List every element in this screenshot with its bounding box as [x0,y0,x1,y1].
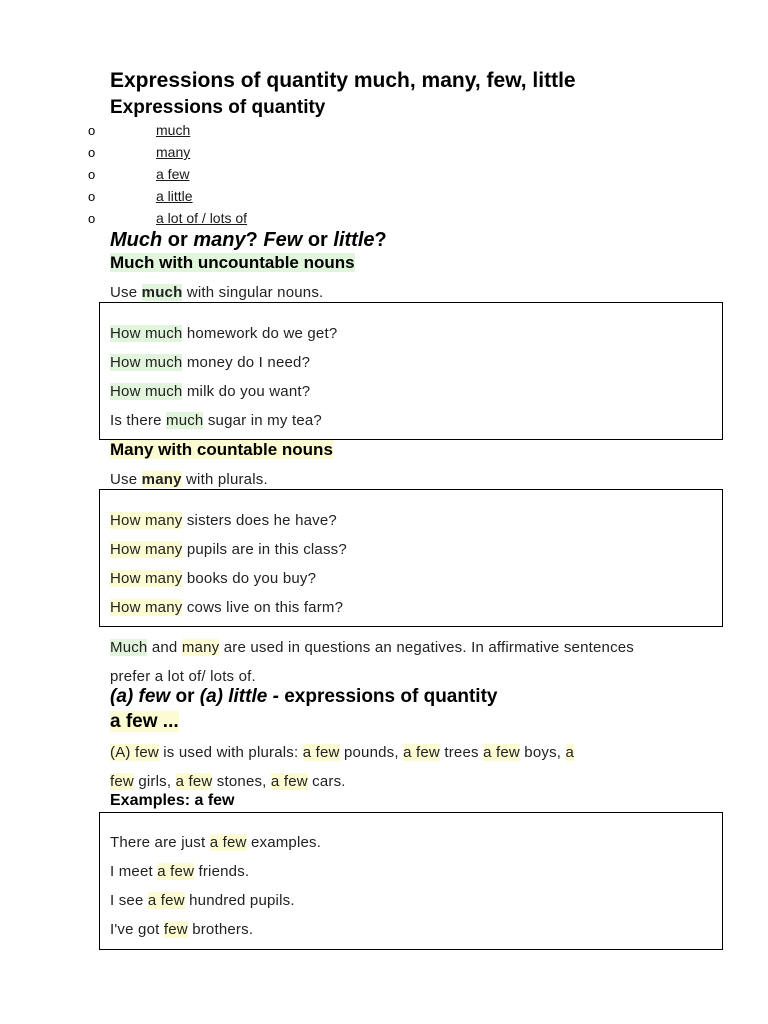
a-few-examples-box [99,812,723,950]
toc-link[interactable]: many [156,144,191,160]
many-intro: Use many with plurals. [110,471,268,488]
toc-item-many[interactable] [88,144,388,164]
bullet-icon: o [88,211,96,226]
bullet-icon: o [88,189,96,204]
much-examples-box [99,302,723,440]
many-examples-box [99,489,723,627]
bullet-icon: o [88,167,96,182]
section-heading-few-little: (a) few or (a) little - expressions of quantity [110,686,498,707]
toc-link[interactable]: a little [156,188,193,204]
examples-heading: Examples: a few [110,792,235,809]
example-line: I meet a few friends. [110,863,250,880]
bullet-icon: o [88,123,96,138]
toc-item-a-lot-of[interactable] [88,210,388,230]
much-intro: Use much with singular nouns. [110,284,324,301]
a-few-paragraph-line2: few girls, a few stones, a few cars. [110,773,346,790]
toc-link[interactable]: a lot of / lots of [156,210,248,226]
example-line: Is there much sugar in my tea? [110,412,322,429]
page-subtitle: Expressions of quantity [110,97,326,118]
example-line: How many books do you buy? [110,570,317,587]
example-line: There are just a few examples. [110,834,322,851]
many-heading: Many with countable nouns [110,440,333,459]
toc-link[interactable]: a few [156,166,190,182]
a-few-paragraph: (A) few is used with plurals: a few pounds, a few trees a few boys, a [110,744,575,761]
bullet-icon: o [88,145,96,160]
usage-note: Much and many are used in questions an negatives. In affirmative sentences [110,639,635,656]
example-line: How many pupils are in this class? [110,541,347,558]
page-title: Expressions of quantity much, many, few, little [110,69,576,92]
example-line: I've got few brothers. [110,921,254,938]
a-few-heading: a few ... [110,711,179,732]
toc-item-much[interactable] [88,122,388,142]
much-heading: Much with uncountable nouns [110,253,355,272]
example-line: How many cows live on this farm? [110,599,344,616]
toc-item-a-little[interactable] [88,188,388,208]
toc-item-a-few[interactable] [88,166,388,186]
toc-link[interactable]: much [156,122,191,138]
section-heading-much-many: Much or many? Few or little? [110,229,387,251]
example-line: How many sisters does he have? [110,512,337,529]
example-line: I see a few hundred pupils. [110,892,295,909]
example-line: How much homework do we get? [110,325,338,342]
usage-note-line2: prefer a lot of/ lots of. [110,668,256,685]
example-line: How much money do I need? [110,354,311,371]
example-line: How much milk do you want? [110,383,311,400]
